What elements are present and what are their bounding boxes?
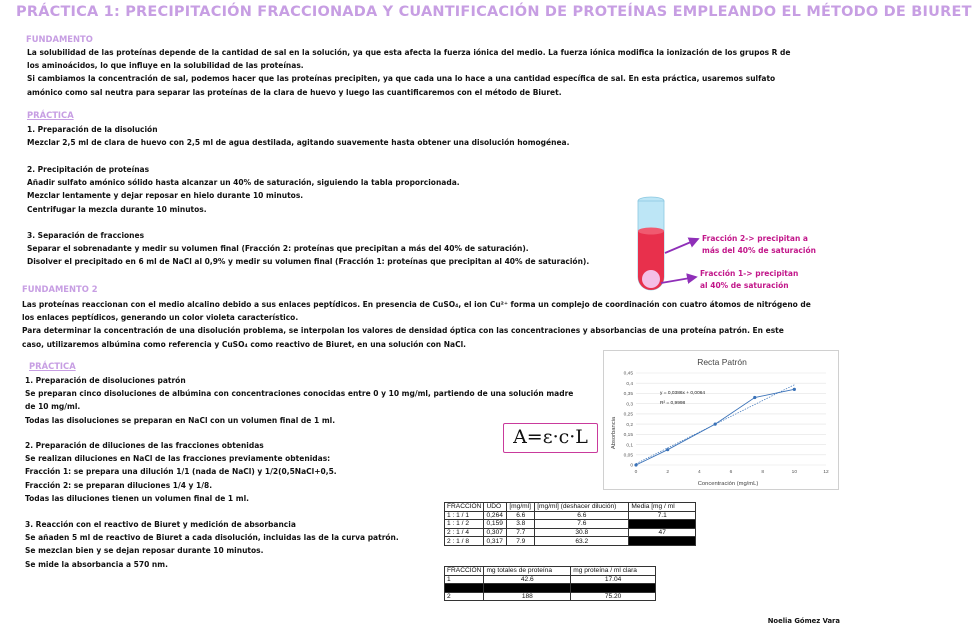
fraction-1-line: Fracción 1-> precipitan xyxy=(700,269,799,278)
step-line: Se realizan diluciones en NaCl de las fracciones previamente obtenidas: xyxy=(25,454,331,464)
table-cell xyxy=(484,584,571,593)
x-tick-label: 4 xyxy=(697,470,701,475)
table-cell: 30.8 xyxy=(535,528,629,537)
step-line: Mezclar 2,5 ml de clara de huevo con 2,5 ml de agua destilada, agitando suavemente hasta obtener una disolución homogénea. xyxy=(27,138,570,148)
x-tick-label: 0 xyxy=(634,470,638,475)
table-cell xyxy=(445,584,484,593)
absorbance-table xyxy=(444,502,696,546)
r-squared-label: R² = 0,9998 xyxy=(660,401,686,406)
x-tick-label: 2 xyxy=(666,470,670,475)
y-tick-label: 0 xyxy=(630,463,633,469)
table-cell xyxy=(629,520,696,529)
practica-2-step-2 xyxy=(25,439,337,505)
table-cell: 7.1 xyxy=(629,511,696,520)
table-cell: 17.04 xyxy=(571,575,656,584)
table-cell: 1 : 1 / 1 xyxy=(445,511,484,520)
step-line: Todas las diluciones tienen un volumen final de 1 ml. xyxy=(25,493,249,503)
y-tick-label: 0,45 xyxy=(623,371,633,377)
practica-2-heading: PRÁCTICA xyxy=(29,361,76,371)
liquid-surface xyxy=(638,228,664,235)
step-line: Todas las disoluciones se preparan en NaCl con un volumen final de 1 ml. xyxy=(25,415,336,425)
arrow-f2-icon xyxy=(665,239,698,253)
practica-step-2 xyxy=(27,163,460,216)
chart-title: Recta Patrón xyxy=(697,357,747,367)
table-header-cell: Media [mg / ml xyxy=(629,503,696,512)
page-title: PRÁCTICA 1: PRECIPITACIÓN FRACCIONADA Y CUANTIFICACIÓN DE PROTEÍNAS EMPLEANDO EL MÉTODO DE BIURET xyxy=(16,4,972,20)
fundamento-2-text xyxy=(22,298,811,351)
step-line: Fracción 1: se prepara una dilución 1/1 (nada de NaCl) y 1/2(0,5NaCl+0,5. xyxy=(25,467,337,477)
step-line: Centrifugar la mezcla durante 10 minutos. xyxy=(27,204,207,214)
practica-step-3 xyxy=(27,229,589,269)
table-cell: 1 : 1 / 2 xyxy=(445,520,484,529)
fraction-2-line: Fracción 2-> precipitan a xyxy=(702,234,808,243)
author-name: Noelia Gómez Vara xyxy=(767,617,840,625)
fundamento-heading: FUNDAMENTO xyxy=(26,34,93,44)
step-line: Añadir sulfato amónico sólido hasta alcanzar un 40% de saturación, siguiendo la tabla proporcionada. xyxy=(27,178,460,188)
table-cell: 188 xyxy=(484,592,571,601)
table-cell: 47 xyxy=(629,528,696,537)
table-cell: 0,307 xyxy=(484,528,507,537)
step-title: 2. Preparación de diluciones de las fracciones obtenidas xyxy=(25,441,264,450)
table-cell: 7.9 xyxy=(507,537,535,546)
y-tick-label: 0,35 xyxy=(623,392,633,398)
x-axis-label: Concentración (mg/mL) xyxy=(697,481,759,487)
step-line: Se mezclan bien y se dejan reposar durante 10 minutos. xyxy=(25,546,264,556)
table-row xyxy=(445,511,696,520)
step-title: 1. Preparación de disoluciones patrón xyxy=(25,376,186,385)
data-point xyxy=(714,423,717,426)
data-point xyxy=(753,396,756,399)
y-axis-label: Absorbancia xyxy=(611,416,617,450)
fraction-1-line: al 40% de saturación xyxy=(700,281,789,290)
fundamento-line: Si cambiamos la concentración de sal, podemos hacer que las proteínas precipiten, ya que cada una lo hace a una cantidad específica de sal. En esta práctica, usaremos sulfato xyxy=(27,74,776,84)
table-row xyxy=(445,592,656,601)
table-header-cell: [mg/ml] xyxy=(507,503,535,512)
table-row xyxy=(445,537,696,546)
fundamento-line: La solubilidad de las proteínas depende de la cantidad de sal en la solución, ya que esta afecta la fuerza iónica del medio. La fuerza iónica modifica la ionización de los grupos R de xyxy=(27,48,791,57)
step-line: Se mide la absorbancia a 570 nm. xyxy=(25,559,168,569)
table-cell: 2 : 1 / 8 xyxy=(445,537,484,546)
fundamento-2-line: los enlaces peptídicos, generando un color violeta característico. xyxy=(22,313,299,323)
step-line: Separar el sobrenadante y medir su volumen final (Fracción 2: proteínas que precipitan a más del 40% de saturación). xyxy=(27,244,529,254)
table-row xyxy=(445,575,656,584)
step-line: Se preparan cinco disoluciones de albúmina con concentraciones conocidas entre 0 y 10 mg/ml, partiendo de una solución madre xyxy=(25,389,574,399)
practica-step-1 xyxy=(27,123,569,149)
table-cell: 2 xyxy=(445,592,484,601)
data-point xyxy=(666,448,669,451)
y-tick-label: 0,25 xyxy=(623,412,633,418)
y-tick-label: 0,1 xyxy=(626,443,633,449)
fraction-1-label xyxy=(700,268,798,292)
table-header-cell: [mg/ml] (deshacer dilución) xyxy=(535,503,629,512)
table-row xyxy=(445,528,696,537)
step-line: de 10 mg/ml. xyxy=(25,402,81,412)
y-tick-label: 0,05 xyxy=(623,453,633,459)
fundamento-2-heading: FUNDAMENTO 2 xyxy=(22,284,98,294)
fundamento-2-line: Para determinar la concentración de una disolución problema, se interpolan los valores de densidad óptica con las concentraciones y absorbancias de una proteína patrón. En este xyxy=(22,326,784,336)
table-header-cell: mg proteína / ml clara xyxy=(571,567,656,576)
step-line: Mezclar lentamente y dejar reposar en hielo durante 10 minutos. xyxy=(27,191,304,201)
table-cell: 0,159 xyxy=(484,520,507,529)
x-tick-label: 8 xyxy=(761,470,765,475)
table-cell: 6.6 xyxy=(507,511,535,520)
table-cell: 7.6 xyxy=(535,520,629,529)
fundamento-2-line: Las proteínas reaccionan con el medio alcalino debido a sus enlaces peptídicos. En presencia de CuSO₄, el ion Cu²⁺ forma un complejo de coordinación con cuatro átomos de nitrógeno de xyxy=(22,300,811,309)
table-header-cell: FRACCIÓN xyxy=(445,503,484,512)
step-line: Se añaden 5 ml de reactivo de Biuret a cada disolución, incluidas las de la curva patrón. xyxy=(25,533,399,543)
table-cell: 0,264 xyxy=(484,511,507,520)
table-header-row xyxy=(445,503,696,512)
y-tick-label: 0,4 xyxy=(626,381,633,387)
table-cell: 7.7 xyxy=(507,528,535,537)
step-line: Fracción 2: se preparan diluciones 1/4 y 1/8. xyxy=(25,480,213,490)
table-row xyxy=(445,520,696,529)
step-title: 1. Preparación de la disolución xyxy=(27,125,158,134)
table-header-cell: UDO xyxy=(484,503,507,512)
standard-curve-chart xyxy=(603,350,839,490)
table-cell: 63.2 xyxy=(535,537,629,546)
table-cell: 2 : 1 / 4 xyxy=(445,528,484,537)
fraction-2-label xyxy=(702,233,816,257)
table-header-cell: mg totales de proteína xyxy=(484,567,571,576)
y-tick-label: 0,3 xyxy=(626,402,633,408)
table-cell: 3.8 xyxy=(507,520,535,529)
y-tick-label: 0,2 xyxy=(626,422,633,428)
table-separator-row xyxy=(445,584,656,593)
step-title: 3. Reacción con el reactivo de Biuret y medición de absorbancia xyxy=(25,520,296,529)
table-cell xyxy=(629,537,696,546)
step-title: 3. Separación de fracciones xyxy=(27,231,145,240)
table-cell: 75.20 xyxy=(571,592,656,601)
x-tick-label: 12 xyxy=(823,470,829,475)
beer-lambert-formula: A=ε·c·L xyxy=(503,423,598,453)
x-tick-label: 10 xyxy=(791,470,798,475)
fundamento-text xyxy=(27,46,791,99)
fundamento-line: los aminoácidos, lo que influye en la solubilidad de las proteínas. xyxy=(27,61,304,71)
fundamento-2-line: caso, utilizaremos albúmina como referencia y CuSO₄ como reactivo de Biuret, en una solución con NaCl. xyxy=(22,339,467,349)
data-point xyxy=(634,463,637,466)
practica-2-step-1 xyxy=(25,374,573,427)
table-cell: 42.6 xyxy=(484,575,571,584)
trendline-equation: y = 0,0386x + 0,0064 xyxy=(660,391,706,396)
fraction-2-line: más del 40% de saturación xyxy=(702,246,816,255)
fundamento-line: amónico como sal neutra para separar las proteínas de la clara de huevo y luego las cuantificaremos con el método de Biuret. xyxy=(27,87,562,97)
protein-table xyxy=(444,566,656,601)
arrow-f1-icon xyxy=(661,277,696,283)
table-header-row xyxy=(445,567,656,576)
table-cell: 1 xyxy=(445,575,484,584)
practica-2-step-3 xyxy=(25,518,399,571)
table-cell: 0,317 xyxy=(484,537,507,546)
table-cell xyxy=(571,584,656,593)
tube-pellet xyxy=(642,270,660,288)
data-point xyxy=(793,388,796,391)
table-cell: 6.6 xyxy=(535,511,629,520)
practica-heading: PRÁCTICA xyxy=(27,110,74,120)
y-tick-label: 0,15 xyxy=(623,433,633,439)
step-title: 2. Precipitación de proteínas xyxy=(27,165,150,174)
table-header-cell: FRACCIÓN xyxy=(445,567,484,576)
x-tick-label: 6 xyxy=(729,470,733,475)
step-line: Disolver el precipitado en 6 ml de NaCl al 0,9% y medir su volumen final (Fracción 1: proteínas que precipitan al 40% de saturación). xyxy=(27,257,590,267)
chart-svg xyxy=(604,351,840,491)
